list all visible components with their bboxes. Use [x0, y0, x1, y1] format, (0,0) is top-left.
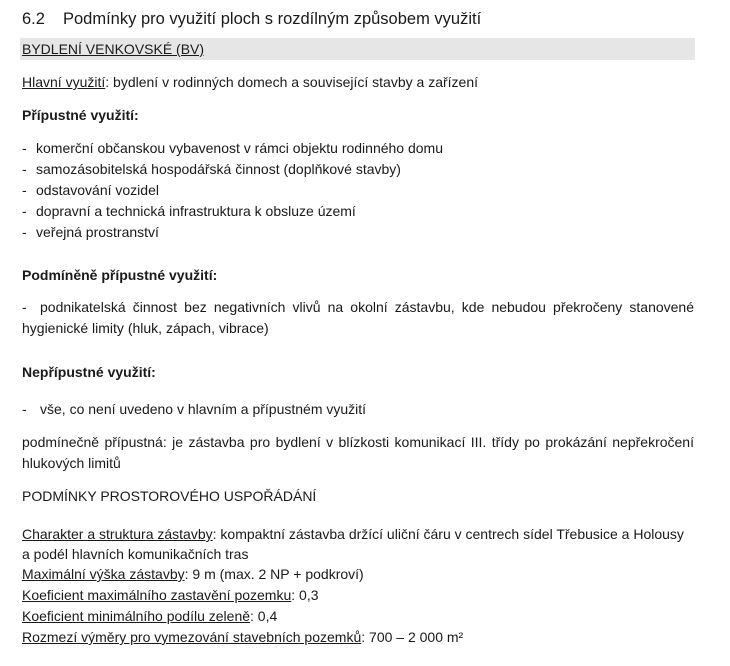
- list-item: - samozásobitelská hospodářská činnost (doplňkové stavby): [22, 161, 401, 177]
- list-item: - veřejná prostranství: [22, 224, 159, 240]
- zone-label-band: [20, 38, 695, 60]
- character-label: Charakter a struktura zástavby: [22, 526, 213, 542]
- list-item: - odstavování vozidel: [22, 182, 159, 198]
- list-item: - komerční občanskou vybavenost v rámci objektu rodinného domu: [22, 140, 443, 156]
- section-heading: [22, 10, 481, 29]
- plot-size-line: Rozmezí výměry pro vymezování stavebních pozemků: 700 – 2 000 m²: [22, 629, 464, 645]
- greenery-line: Koeficient minimálního podílu zeleně: 0,4: [22, 608, 278, 624]
- main-use-label: Hlavní využití: [22, 74, 106, 90]
- zone-label: BYDLENÍ VENKOVSKÉ (BV): [22, 41, 205, 57]
- section-title: Podmínky pro využití ploch s rozdílným způsobem využití: [63, 10, 482, 28]
- list-item: - dopravní a technická infrastruktura k obsluze území: [22, 203, 356, 219]
- main-use-text: : bydlení v rodinných domech a související stavby a zařízení: [105, 74, 478, 90]
- coverage-line: Koeficient maximálního zastavění pozemku: 0,3: [22, 587, 319, 603]
- permitted-heading: Přípustné využití:: [22, 107, 139, 123]
- conditional-heading: Podmíněně přípustné využití:: [22, 267, 218, 283]
- conditional-note: podmínečně přípustná: je zástavba pro bydlení v blízkosti komunikací III. třídy po prokázání nepřekročení hlukových limitů: [22, 434, 694, 471]
- section-number: 6.2: [22, 10, 45, 28]
- prohibited-item: - vše, co není uvedeno v hlavním a přípustném využití: [22, 401, 367, 417]
- character-text: : kompaktní zástavba držící uliční čáru v centrech sídel Třebusice a Holousy a podél hlavních komunikačních tras: [22, 526, 684, 562]
- conditional-item: - podnikatelská činnost bez negativních vlivů na okolní zástavbu, kde nebudou překročeny stanovené hygienické limity (hluk, zápach, vibrace): [22, 299, 694, 336]
- prohibited-heading: Nepřípustné využití:: [22, 364, 156, 380]
- height-line: Maximální výška zástavby: 9 m (max. 2 NP + podkroví): [22, 566, 364, 582]
- main-use-line: [22, 72, 478, 92]
- character-line: [22, 524, 694, 564]
- spatial-heading: PODMÍNKY PROSTOROVÉHO USPOŘÁDÁNÍ: [22, 488, 317, 504]
